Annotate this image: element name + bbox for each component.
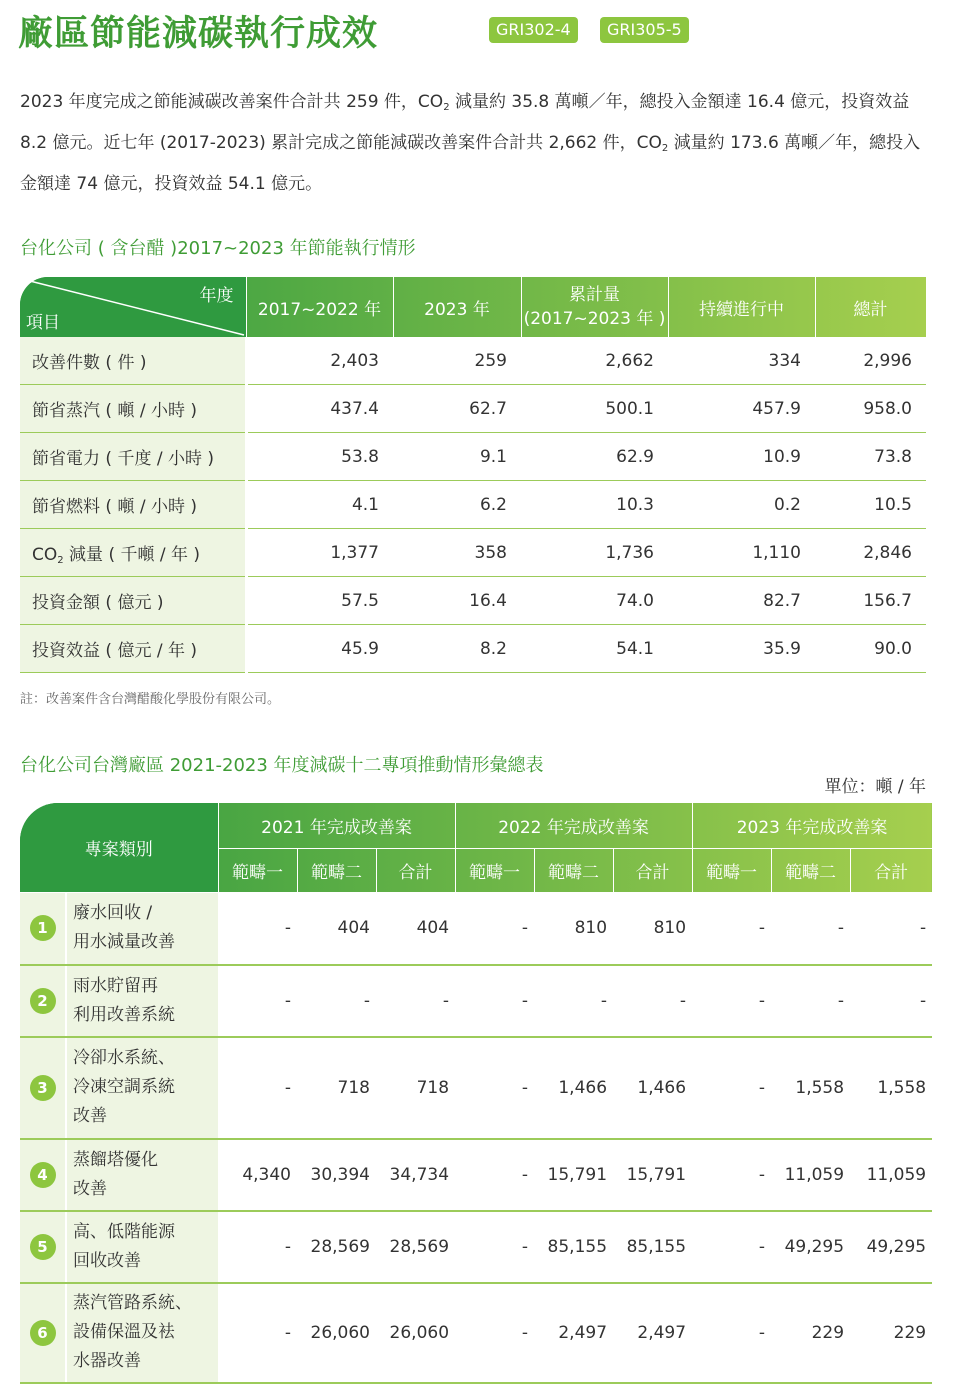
name-line: 用水減量改善 [73,932,175,953]
cell: 62.9 [521,433,668,481]
table-row [20,965,932,1037]
co2-subscript: 2 [443,102,450,113]
cell: 54.1 [521,625,668,673]
cell: 1,377 [246,529,393,577]
cell: - [692,1139,771,1211]
name-line: 回收改善 [73,1250,141,1271]
table-row [20,1211,932,1283]
unit-label: 單位：噸 / 年 [824,777,926,797]
cell: 15,791 [534,1139,613,1211]
cell: 45.9 [246,625,393,673]
table2-header-row-years [20,803,932,849]
category-header: 專案類別 [20,803,218,893]
cell: - [376,965,455,1037]
cell: 15,791 [613,1139,692,1211]
cell: - [692,1211,771,1283]
corner-item-label: 項目 [26,313,60,333]
col-header-cumulative [521,277,668,337]
table-row [20,577,926,625]
name-line: 水器改善 [73,1351,141,1371]
year-header-2022: 2022 年完成改善案 [455,803,692,849]
cell: 156.7 [815,577,926,625]
cell: 229 [850,1283,932,1383]
gri-badge-302-4: GRI302-4 [489,17,578,43]
table-row [20,481,926,529]
cell: 57.5 [246,577,393,625]
intro-paragraph [20,82,932,205]
name-line: 雨水貯留再 [73,975,158,996]
cell: - [692,965,771,1037]
cell: - [455,893,534,965]
cell: - [771,965,850,1037]
row-label: 節省蒸汽 ( 噸 / 小時 ) [20,385,246,433]
cell: - [455,965,534,1037]
scope-2-header: 範疇二 [534,849,613,893]
project-number [20,1211,66,1283]
cell: 11,059 [850,1139,932,1211]
cell: 53.8 [246,433,393,481]
cumulative-range: (2017~2023 年 ) [523,309,666,329]
table-row [20,433,926,481]
col-header-2017-2022: 2017~2022 年 [246,277,393,337]
table-row [20,893,932,965]
cell: 810 [613,893,692,965]
cell: 1,736 [521,529,668,577]
intro-part-2: 減量約 35.8 萬噸／年，總投入金額達 16.4 億元，投資效益 8.2 億元。近七年 (2017-2023) 累計完成之節能減碳改善案件合計共 2,662 件，CO [20,92,910,153]
cell: 1,558 [850,1037,932,1139]
number-badge: 5 [30,1234,56,1260]
cell: 85,155 [613,1211,692,1283]
page-title: 廠區節能減碳執行成效 [18,14,379,54]
cell: - [613,965,692,1037]
intro-part-1: 2023 年度完成之節能減碳改善案件合計共 259 件，CO [20,92,444,112]
cell: 2,497 [534,1283,613,1383]
cell: 2,497 [613,1283,692,1383]
cell: - [692,1037,771,1139]
cell: 28,569 [376,1211,455,1283]
project-number [20,1283,66,1383]
cell: 1,466 [534,1037,613,1139]
cell: - [850,965,932,1037]
subtotal-header: 合計 [850,849,932,893]
number-badge: 3 [30,1075,56,1101]
name-line: 蒸汽管路系統、 [73,1293,192,1313]
cell: 62.7 [393,385,521,433]
cell: 35.9 [668,625,815,673]
cell: 718 [376,1037,455,1139]
table1-header-row [20,277,926,337]
name-line: 利用改善系統 [73,1004,175,1025]
col-header-2023: 2023 年 [393,277,521,337]
cell: 2,662 [521,337,668,385]
cell: 457.9 [668,385,815,433]
table-row [20,385,926,433]
year-header-2021: 2021 年完成改善案 [218,803,455,849]
cell: 4.1 [246,481,393,529]
cell: 26,060 [376,1283,455,1383]
table1-footnote: 註：改善案件含台灣醋酸化學股份有限公司。 [20,692,281,707]
year-header-2023: 2023 年完成改善案 [692,803,932,849]
cell: - [692,893,771,965]
name-line: 改善 [73,1178,107,1199]
cell: 259 [393,337,521,385]
cell: 11,059 [771,1139,850,1211]
cell: 358 [393,529,521,577]
cell: 9.1 [393,433,521,481]
cell: - [218,1211,297,1283]
table-row [20,1283,932,1383]
cell: 404 [297,893,376,965]
cell: 73.8 [815,433,926,481]
scope-2-header: 範疇二 [771,849,850,893]
cell: - [692,1283,771,1383]
cell: 2,996 [815,337,926,385]
co2-subscript: 2 [661,143,669,154]
row-label: 節省電力 ( 千度 / 小時 ) [20,433,246,481]
row-label [20,529,246,577]
name-line: 高、低階能源 [73,1221,175,1242]
cell: - [850,893,932,965]
cell: 85,155 [534,1211,613,1283]
project-number [20,1037,66,1139]
cell: - [455,1037,534,1139]
number-badge: 1 [30,915,56,941]
cell: 718 [297,1037,376,1139]
name-line: 蒸餾塔優化 [73,1149,158,1170]
number-badge: 4 [30,1162,56,1188]
cell: - [455,1139,534,1211]
project-number [20,1139,66,1211]
cell: 28,569 [297,1211,376,1283]
subtotal-header: 合計 [376,849,455,893]
table-row [20,337,926,385]
name-line: 設備保溫及袪 [73,1322,175,1342]
cell: 2,846 [815,529,926,577]
cell: - [534,965,613,1037]
scope-2-header: 範疇二 [297,849,376,893]
cell: 16.4 [393,577,521,625]
cell: 90.0 [815,625,926,673]
cell: 49,295 [850,1211,932,1283]
carbon-reduction-table [20,803,933,1384]
cell: 810 [534,893,613,965]
cell: 82.7 [668,577,815,625]
row-label: 投資效益 ( 億元 / 年 ) [20,625,246,673]
cumulative-label: 累計量 [569,285,620,305]
cell: 74.0 [521,577,668,625]
cell: 49,295 [771,1211,850,1283]
cell: 4,340 [218,1139,297,1211]
cell: 30,394 [297,1139,376,1211]
table-row [20,625,926,673]
gri-badge-305-5: GRI305-5 [600,17,689,43]
cell: - [218,965,297,1037]
project-name [66,1037,218,1139]
project-number [20,893,66,965]
col-header-total: 總計 [815,277,926,337]
name-line: 冷卻水系統、 [73,1048,175,1068]
cell: 8.2 [393,625,521,673]
col-header-ongoing: 持續進行中 [668,277,815,337]
cell: 404 [376,893,455,965]
cell: 334 [668,337,815,385]
project-name [66,1139,218,1211]
corner-year-label: 年度 [199,286,234,306]
scope-1-header: 範疇一 [218,849,297,893]
cell: - [455,1283,534,1383]
scope-1-header: 範疇一 [455,849,534,893]
cell: 34,734 [376,1139,455,1211]
cell: - [297,965,376,1037]
project-name [66,965,218,1037]
cell: - [771,893,850,965]
cell: 1,466 [613,1037,692,1139]
cell: 1,558 [771,1037,850,1139]
table-row [20,1139,932,1211]
cell: 26,060 [297,1283,376,1383]
project-name [66,893,218,965]
cell: - [218,1037,297,1139]
number-badge: 6 [30,1320,56,1346]
cell: 2,403 [246,337,393,385]
cell: 437.4 [246,385,393,433]
cell: 6.2 [393,481,521,529]
table-row [20,1037,932,1139]
row-label: 投資金額 ( 億元 ) [20,577,246,625]
cell: 10.9 [668,433,815,481]
cell: 1,110 [668,529,815,577]
co2-label: CO [32,545,58,565]
intro-part-3: 減量約 173.6 萬噸／年，總投入金額達 74 億元，投資效益 54.1 億元。 [20,133,921,194]
table1-corner-header [20,277,246,337]
cell: - [455,1211,534,1283]
project-name [66,1283,218,1383]
row-label: 改善件數 ( 件 ) [20,337,246,385]
table-row [20,529,926,577]
cell: 958.0 [815,385,926,433]
name-line: 改善 [73,1106,107,1126]
cell: - [218,893,297,965]
cell: 500.1 [521,385,668,433]
cell: 0.2 [668,481,815,529]
scope-1-header: 範疇一 [692,849,771,893]
name-line: 廢水回收 / [73,903,153,924]
energy-saving-table [20,277,927,673]
cell: 10.5 [815,481,926,529]
project-name [66,1211,218,1283]
number-badge: 2 [30,988,56,1014]
co2-label-rest: 減量 ( 千噸 / 年 ) [63,545,201,565]
table1-title: 台化公司 ( 含台醋 )2017~2023 年節能執行情形 [20,238,416,259]
row-label: 節省燃料 ( 噸 / 小時 ) [20,481,246,529]
subtotal-header: 合計 [613,849,692,893]
cell: - [218,1283,297,1383]
table2-title: 台化公司台灣廠區 2021-2023 年度減碳十二專項推動情形彙總表 [20,755,544,776]
project-number [20,965,66,1037]
name-line: 冷凍空調系統 [73,1077,175,1097]
co2-subscript: 2 [57,555,64,566]
cell: 229 [771,1283,850,1383]
cell: 10.3 [521,481,668,529]
